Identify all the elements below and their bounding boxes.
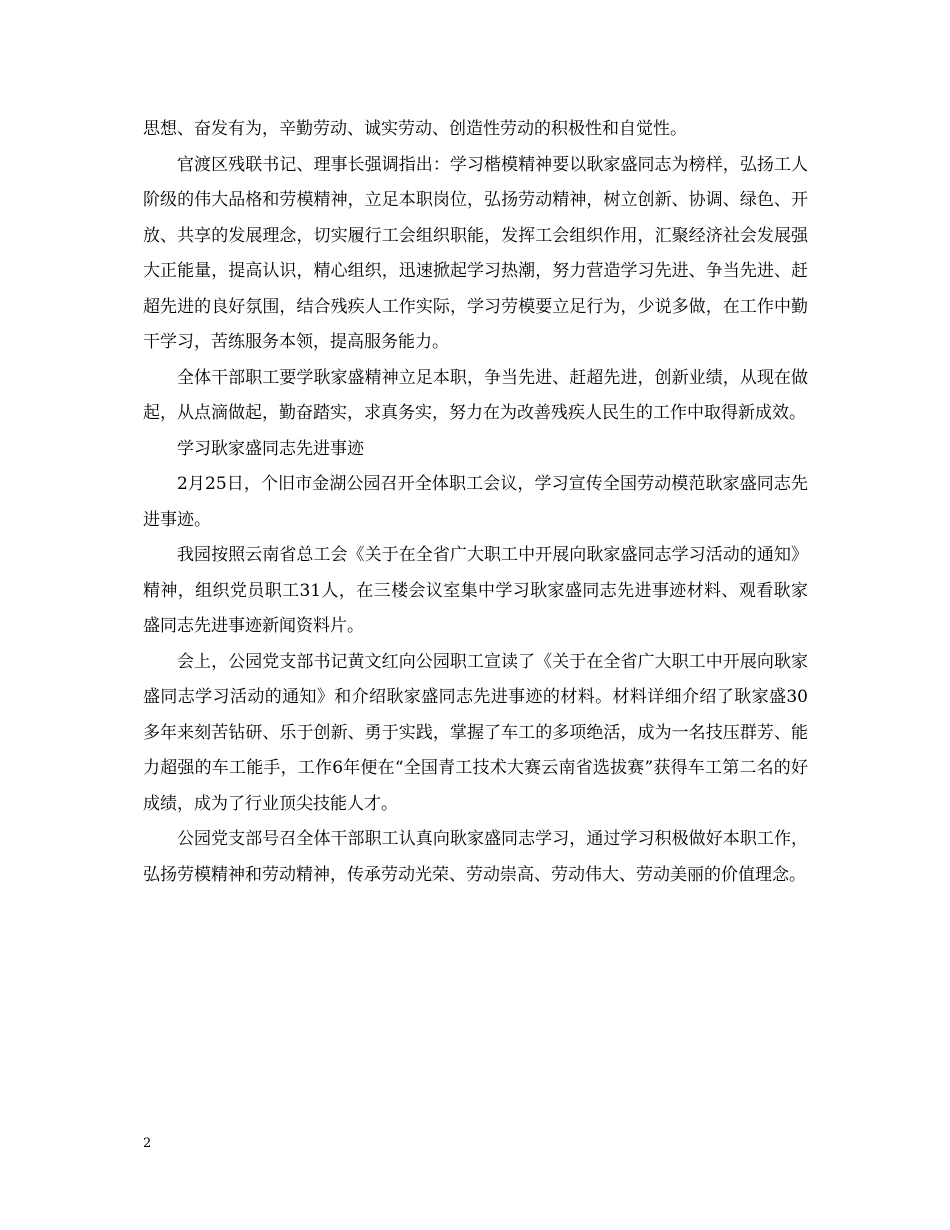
paragraph-4: 2月25日，个旧市金湖公园召开全体职工会议，学习宣传全国劳动模范耿家盛同志先进事迹。 bbox=[143, 474, 808, 530]
paragraph-5: 我园按照云南省总工会《关于在全省广大职工中开展向耿家盛同志学习活动的通知》精神，组织党员职工31人，在三楼会议室集中学习耿家盛同志先进事迹材料、观看耿家盛同志先进事迹新闻资料片。 bbox=[143, 545, 808, 636]
paragraph-2: 官渡区残联书记、理事长强调指出：学习楷模精神要以耿家盛同志为榜样，弘扬工人阶级的伟大品格和劳模精神，立足本职岗位，弘扬劳动精神，树立创新、协调、绿色、开放、共享的发展理念，切实履行工会组织职能，发挥工会组织作用，汇聚经济社会发展强大正能量，提高认识，精心组织，迅速掀起学习热潮，努力营造学习先进、争当先进、赶超先进的良好氛围，结合残疾人工作实际，学习劳模要立足行为，少说多做，在工作中勤干学习，苦练服务本领，提高服务能力。 bbox=[143, 154, 808, 352]
page-number: 2 bbox=[143, 1136, 152, 1151]
paragraph-3: 全体干部职工要学耿家盛精神立足本职，争当先进、赶超先进，创新业绩，从现在做起，从点滴做起，勤奋踏实，求真务实，努力在为改善残疾人民生的工作中取得新成效。 bbox=[143, 367, 808, 423]
paragraph-1: 思想、奋发有为，辛勤劳动、诚实劳动、创造性劳动的积极性和自觉性。 bbox=[143, 119, 687, 139]
paragraph-6: 会上，公园党支部书记黄文红向公园职工宣读了《关于在全省广大职工中开展向耿家盛同志学习活动的通知》和介绍耿家盛同志先进事迹的材料。材料详细介绍了耿家盛30多年来刻苦钻研、乐于创新、勇于实践，掌握了车工的多项绝活，成为一名技压群芳、能力超强的车工能手，工作6年便在“全国青工技术大赛云南省选拔赛”获得车工第二名的好成绩，成为了行业顶尖技能人才。 bbox=[143, 651, 808, 814]
paragraph-7: 公园党支部号召全体干部职工认真向耿家盛同志学习，通过学习积极做好本职工作，弘扬劳模精神和劳动精神，传承劳动光荣、劳动崇高、劳动伟大、劳动美丽的价值理念。 bbox=[143, 829, 808, 885]
section-heading: 学习耿家盛同志先进事迹 bbox=[177, 438, 364, 459]
document-body bbox=[143, 112, 808, 893]
